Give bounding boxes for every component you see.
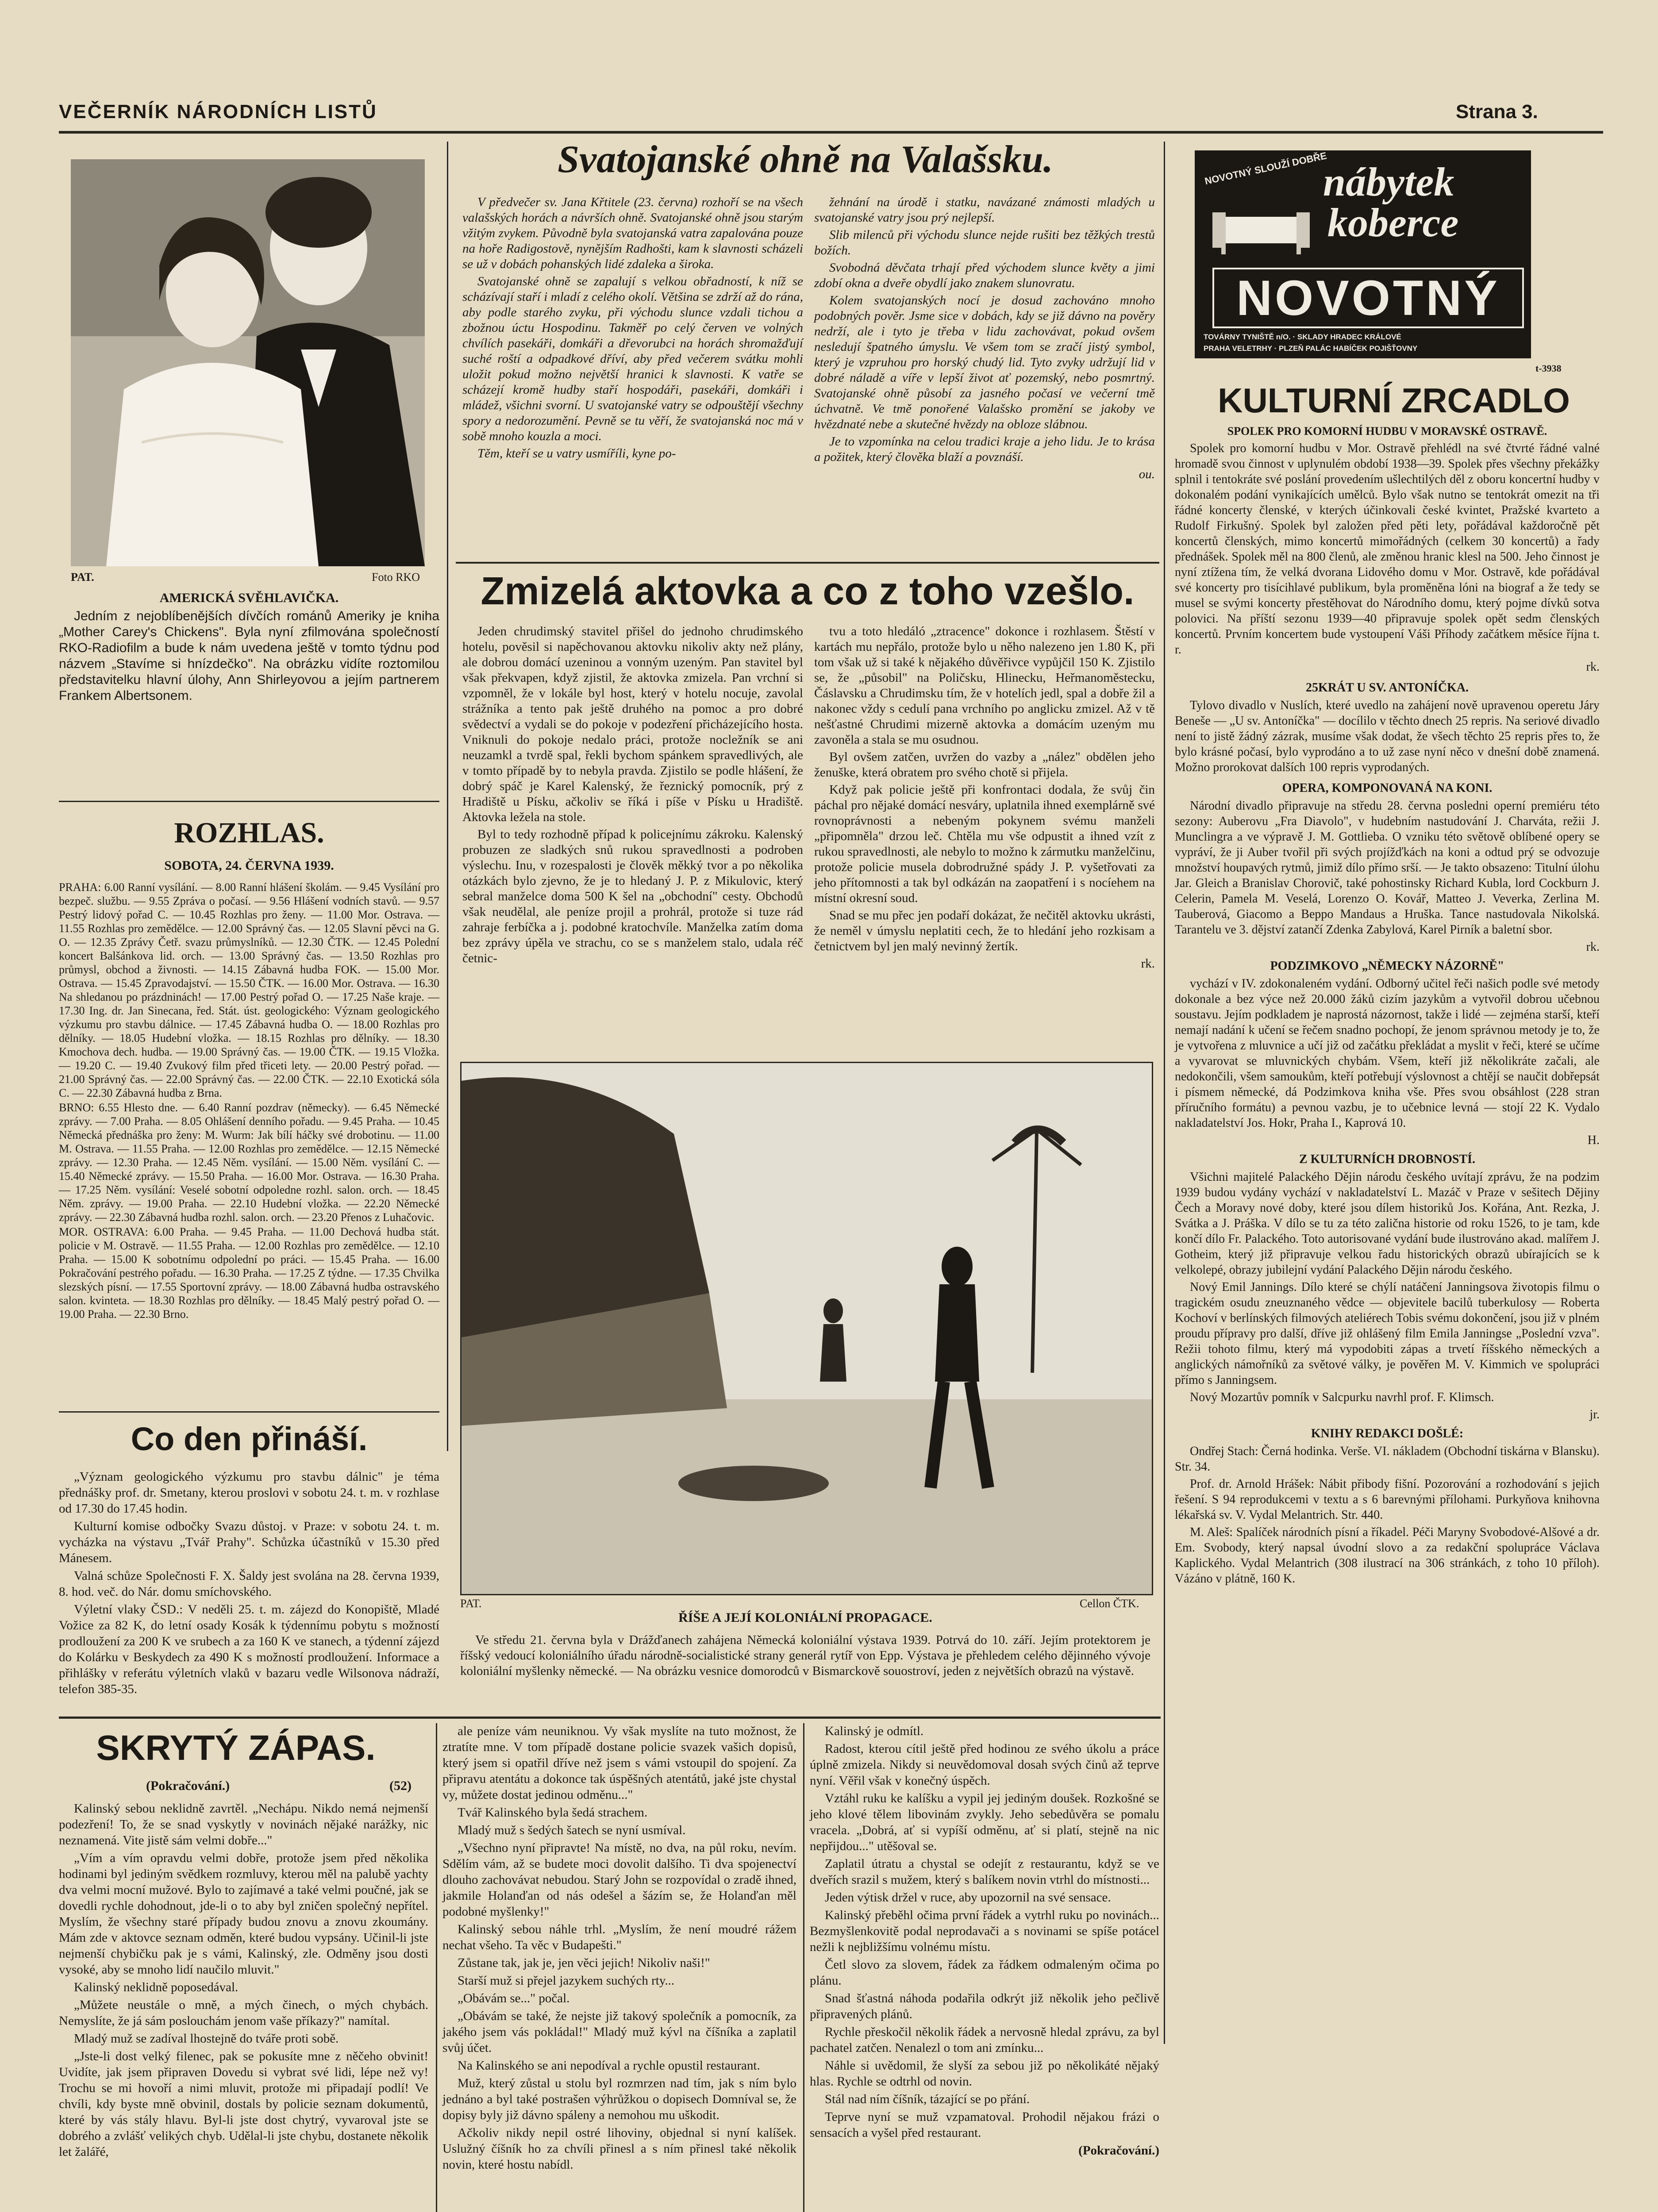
ad-line2: koberce [1327,200,1459,245]
film-photo [71,159,425,566]
rozhlas-praha: PRAHA: 6.00 Ranní vysílání. — 8.00 Ranní hlášení školám. — 9.45 Vysílání pro bezpeč. službu. — 9.55 Zpráva o počasí. — 9.56 Hlášení vodních stavů. — 9.57 Pestrý lidový pořad C. — 10.45 Rozhlas pro ženy. — 11.00 Mor. Ostrava. — 11.55 Rozhlas pro zemědělce. — 12.00 Správný čas. — 12.05 Slavní pěvci na G. O. — 12.35 Zprávy Četř. svazu průmyslníků. — 12.30 ČTK. — 12.45 Polední koncert Balšánkova lid. orch. — 13.00 Správný čas. — 13.50 Rozhlas pro průmysl, obchod a živnosti. — 14.15 Zábavná hudba FOK. — 15.00 Mor. Ostrava. — 15.45 Zpravodajství. — 15.50 ČTK. — 16.00 Mor. Ostrava. — 16.30 Na shledanou po prázdninách! — 17.00 Pestrý pořad O. — 17.25 Naše kraje. — 17.30 Ing. dr. Jan Sinecana, řed. Stát. úst. geologického: Význam geologického výzkumu pro stavbu dálnice. — 17.45 Zábavná hudba O. — 18.00 Rozhlas pro dělníky. — 18.05 Hudební vložka. — 18.15 Rozhlas pro dělníky. — 18.30 Kmochova dech. hudba. — 19.00 Správný čas. — 19.00 ČTK. — 19.15 Vložka. — 19.20 C. — 19.40 Zvukový film před třiceti lety. — 20.00 Pestrý pořad. — 21.00 Správný čas. — 22.00 Správný čas. — 22.00 ČTK. — 22.10 Exotická sóla C. — 22.30 Zábavná hudba z Brna. [59,881,439,1099]
skryty-col3: Kalinský je odmítl. Radost, kterou cítil ještě před hodinou ze svého úkolu a práce úplně zmizela. Nikdy si neuvědomoval dosah svých činů až teprve nyní. Věřil však v konečný úspěch. Vztáhl ruku ke kalíšku a vypil jej jediným doušek. Rozkošné se jeho klové tělem libovinám zvykly. Jeho sebedůvěra se pomalu vracela. „Dobrá, ať si vypíší odměnu, ať si platí, stejně na nic nepřijdou..." utěšoval se. Zaplatil útratu a chystal se odejít z restaurantu, když se ve dveřích srazil s mužem, který s balíkem novin vtrhl do místnosti... Jeden výtisk držel v ruce, aby upozornil na své sensace. Kalinský přeběhl očima první řádek a vytrhl ruku po novinách... Bezmyšlenkovitě podal neprodavači a s novinami se spíše potácel nežli k nejbližšímu volnému místu. Četl slovo za slovem, řádek za řádkem odmaleným očima po plánu. Snad šťastná náhoda podařila odkrýt již několik jeho pečlivě připravených plánů. Rychle přeskočil několik řádek a nervosně hledal zprávu, za byl pachatel zatčen. Nenalezl o tom ani zmínku... Náhle si uvědomil, že slyší za sebou již po několikáté nějaký hlas. Rychle se odtrhl od novin. Stál nad ním číšník, tázající se po přání. Teprve nyní se muž vzpamatoval. Prohodil nějakou frázi o sensacích a vyšel před restaurant. (Pokračování.) [810,1724,1159,2158]
rozhlas-program [59,880,439,1322]
kulturni-section-1: SPOLEK PRO KOMORNÍ HUDBU V MORAVSKÉ OSTRAVĚ. Spolek pro komorní hudbu v Mor. Ostravě přehlédl na své čtvrté řádné valné hromadě svou činnost v uplynulém období 1938—39. Spolek přes všechny překážky splnil i tentokráte své poslání provedením ušlechtilých děl z oboru koncertní hudby v dokonalém podání vynikajících umělců. Bylo však nutno se tentokrát omezit na tři řádné koncerty členské, v kterých účinkovali české kvintet, Pražské kvarteto a Rudolf Firkušný. Spolek byl založen před pěti lety, pořádával každoročně pět koncertů členských, mimo koncertů mimořádných (celkem 30 koncertů) a řady přednášek. Spolek měl na 800 členů, ale změnou hranic klesl na 500. Jeho činnost je nyní ztížena tím, že velká dvorana Lidového domu v Mor. Ostravě, kde pořádával své koncerty pro tisícihlavé publikum, byla proměněna lóni na biograf a že tedy se musel se svými koncerty přestěhovat do Národního domu, který pojme dívků sotva polovici. Na příští sezonu 1939—40 připravuje spolek opět sedm členských koncertů. Prvním koncertem bude vystoupení Váši Příhody začátkem měsíce října t. r. rk. 25KRÁT U SV. ANTONÍČKA. Tylovo divadlo v Nuslích, které uvedlo na zahájení nově upravenou operetu Járy Beneše — „U sv. Antoníčka" — docílilo v těchto dnech 25 repris. Na seriové divadlo není to jistě žádný zázrak, musíme však dodat, že všech těchto 25 repris přes to, že bylo krásné počasí, bylo vyprodáno a to už zase nyní něco v dnešní době znamená. Možno prorokovat dalších 100 repris vyprodaných. OPERA, KOMPONOVANÁ NA KONI. Národní divadlo připravuje na středu 28. června posledni operní premiéru této sezony: Auberovu „Fra Diavolo", v hudebním nastudování J. Charváta, režii J. Munclingra a ve výpravě J. M. Gottlieba. O vzniku této světově oblíbené opery se vypráví, že ji Auber tvořil při svých projížďkách na koni a odtud prý se odvozuje množství houpavých rytmů, jimiž dílo přímo srší. — Je takto obsazeno: Titulní úlohu Jar. Gleich a Branislav Chorovič, také pohostinsky Richard Kubla, lord Cockburn J. Celerin, Pamela M. Veselá, Lorenzo O. Kovář, Matteo J. Veverka, Zerlina M. Tauberová, Giacomo a Beppo Mandaus a Hruška. Tance nastudovala Nikolská. Tarantelu ve 3. dějství zatančí Zdenka Zabylová, Karel Pirník a baletní sbor. rk. PODZIMKOVO „NĚMECKY NÁZORNĚ" vychází v IV. zdokonaleném vydání. Odborný učitel řeči našich podle své metody dokonale a bez výce než 20.000 žáků cizím jazykům a vytvořil dobrou učebnou soustavu. Jejím podkladem je naprostá názornost, takže i lidé — zejména starší, kteří nemají nadání k učení se řečem snadno pochopí, že jenom správnou metody je to, že je vytvořena z mluvnice a učí již od začátku překládat a myslit v řeči, které se učíme a vyvarovat se mluvnických chybám. Všem, kteří již několikráte začali, ale nedokončili, všem samoukům, kteří potřebují výslovnost a chtějí se naučit dobřepsát i písmem německé, dá Podzimkova kniha vše. Přes svou obsáhlost (228 stran příručního formátu) a pevnou vazbu, je to učebnice levná — stojí 22 K. Vydalo nakladatelství Jos. Hokr, Praha I., Kaprová 10. H. Z KULTURNÍCH DROBNOSTÍ. Všichni majitelé Palackého Dějin národu českého uvítají zprávu, že na podzim 1939 budou vydány vychází v nakladatelství L. Mazáč v Praze v sešitech Dějiny Čech a Moravy nové doby, které jsou dílem historiků Jos. Kořána, Ant. Rezka, J. Svátka a J. Práška. V dílo se tu za této zalična historie od roku 1526, to je tam, kde končí dílo Fr. Palackého. Toto autorisované vydání bude ilustrováno akad. malířem J. Gotheim, který již připravuje velkou řadu historických obrazů ubírajících se k velkolepé, obrazy jubilejní vydání Palackého Dějin národu českého. Nový Emil Jannings. Dílo které se chýlí natáčení Janningsova životopis filmu o tragickém osudu zneuznaného vědce — objevitele bacilů tuberkulosy — Roberta Kochoví v berlínských filmových ateliérech Tobis svému dokončení, jsou již v plném proudu přípravy pro další, dříve již ohlášený film Emila Janningse „Poslední vzva". Režii tohoto filmu, který má vypodobiti zápas a trvetí říšského německých a anglických námořníků za světové války, je pověřen M. V. Kimmich ve spolupráci přímo s Janningsem. Nový Mozartův pomník v Salcpurku navrhl prof. F. Klimsch. jr. KNIHY REDAKCI DOŠLÉ: Ondřej Stach: Černá hodinka. Verše. VI. nákladem (Obchodní tiskárna v Blansku). Str. 34. Prof. dr. Arnold Hrášek: Nábit přibody fišní. Pozorování a rozhodování s jejich řešení. S 94 reprodukcemi v textu a s 6 barevnými přílohami. Purkyňova knihovna lékařská sv. V. Vydal Melantrich. Str. 440. M. Aleš: Spalíček národních písní a říkadel. Péči Maryny Svobodové-Alšové a dr. Em. Svobody, který napsal úvodní slovo a za redakční spolupráce Václava Kaplického. Vydal Melantrich (308 ilustrací na 306 stránkách, z toho 10 příloh). Vázáno v plátně, 160 K. [1175,425,1600,1586]
valassko-signature: ou. [1139,467,1155,481]
ad-address-1: TOVÁRNY TYNIŠTĚ n/O. · SKLADY HRADEC KRÁLOVÉ [1204,333,1401,341]
novotny-ad [1195,150,1531,358]
page-number: Strana 3. [1456,101,1538,123]
colonial-photo [460,1062,1153,1595]
rozhlas-title: ROZHLAS. [174,817,324,849]
paper-name: VEČERNÍK NÁRODNÍCH LISTŮ [59,101,377,123]
skryty-subtitle: (Pokračování.) [146,1778,230,1793]
kulturni-title: KULTURNÍ ZRCADLO [1218,381,1570,420]
co-den-text: „Význam geologického výzkumu pro stavbu dálnic" je téma přednášky prof. dr. Smetany, kterou proslovi v sobotu 24. t. m. v rozhlase od 17.30 do 17.45 hodin. Kulturní komise odbočky Svazu důstoj. v Praze: v sobotu 24. t. m. vycházka na výstavu „Tvář Prahy". Schůzka účastníků v 15.30 před Mánesem. Valná schůze Společnosti F. X. Šaldy jest svolána na 28. června 1939, 8. hod. več. do Nár. domu smíchovského. Výletní vlaky ČSD.: V neděli 25. t. m. zájezd do Konopiště, Mladé Vožice za 82 K, do letní osady Kosák k týdennímu pobytu s možností prodloužení za 200 K ve srubech a za 160 K ve stanech, a týdenní zájezd do Kolárku v Beskydech za 490 K s možností prodloužení. Informace a přihlášky v referátu výletních vlaků v bazaru vedle Wilsonova nádraží, telefon 385-35. [59,1470,439,1696]
aktovka-top-rule [456,562,1159,564]
sofa-icon [1208,204,1314,261]
ad-code: t-3938 [1535,363,1562,374]
photo2-credit-left: PAT. [460,1597,482,1610]
skryty-rule-2 [803,1723,804,2212]
rozhlas-brno: BRNO: 6.55 Hlesto dne. — 6.40 Ranní pozdrav (německy). — 6.45 Německé zprávy. — 7.00 Praha. — 8.05 Ohlášení denního pořadu. — 9.45 Praha. — 10.45 Německá přednáška pro ženy: M. Wurm: Jak bílí háčky své drobotinu. — 11.00 M. Ostrava. — 11.55 Praha. — 12.00 Rozhlas pro zemědělce. — 12.15 Německé zprávy. — 12.30 Praha. — 12.45 Něm. vysílání. — 15.00 Něm. vysílání C. — 15.40 Německé zprávy. — 15.50 Praha. — 16.00 Mor. Ostrava. — 16.30 Praha. — 17.25 Něm. vysílání: Veselé sobotní odpoledne rozhl. salon. orch. — 18.45 Něm. zprávy. — 19.00 Praha. — 22.10 Hudební vložka. — 22.20 Německé zprávy. — 22.30 Zábavná hudba rozhl. salon. orch. — 23.20 Přenos z Luhačovic. [59,1101,439,1224]
skryty-number: (52) [389,1778,412,1793]
col-rule-1 [447,142,448,1451]
rozhlas-date: SOBOTA, 24. ČERVNA 1939. [164,858,334,873]
couple-illustration [71,159,425,566]
village-illustration [462,1063,1152,1594]
aktovka-col1: Jeden chrudimský stavitel přišel do jednoho chrudimského hotelu, pověsil si napěchovanou aktovku nikoliv akty než plány, ale dobrou domácí uzeninou a vonným uzeným. Pan stavitel byl však překvapen, když zjistil, že aktovka zmizela. Pan vrchní si vzpomněl, že v lokále byl host, který v hotelu nocuje, zavolal strážníka a tento pak ještě druhého na pomoc a pro dobré svědectví a vydali se do pokoje v podezření přicházejícího hosta. Vniknuli do pokoje nedalo práci, protože nocležník se ani neuzamkl a tvrdě spal, řekli bychom spánkem spravedlivých, ale v tomto případě by to nebyla pravda. Zjistilo se podle hlášení, že dobrý spáč je Karel Kalenský, že řeznický pomocník, prý z Hradiště u Písku, ačkoliv se říká i píše v Písku u Hradiště. Aktovka ležela na stole. Byl to tedy rozhodně případ k policejnímu zákroku. Kalenský probuzen ze sladkých snů rukou spravedlnosti a podroben výslechu. Inu, v rozespalosti je člověk měkký tvor a po několika otázkách bylo zjevno, že je to hledaný J. P. z Mikulovic, který sebral manželce doma 500 K šel na „obchodní" cesty. Obchodů však neudělal, ale peníze projil a prohrál, protože si tuze rád zahraje ferbíčka a j. podobné kratochvíle. Manželka zatím doma bez zprávy úpěla ve strachu, co se s manželem stalo, udala réč četnic- [462,624,803,965]
aktovka-col2: tvu a toto hledáló „ztracence" dokonce i rozhlasem. Štěstí v kartách mu nepřálo, protože bylo u něho nalezeno jen 1.80 K, při tom však už si také k nějakého důvěřivce vypůjčil 150 K. Zjistilo se, že „působil" na Poličsku, Hlinecku, Heřmanoměstecku, Čáslavsku a Chrudimsku tím, že v hotelích jedl, spal a dobře žil a nakonec vždy s cedulí pana vrchního po anglicku zmizel. Až v tě nešťastné Chrudimi mizerně aktovka a domácím uzeným mu zavoněla a stala se mu osudnou. Byl ovšem zatčen, uvržen do vazby a „nález" obdělen jeho ženuške, která obratem pro svého chotě si přijela. Když pak policie ještě při konfrontaci dodala, že svůj čin páchal pro nějaké domácí nesváry, uplatnila ihned exemplárně své rovnoprávnosti a nebeným pokynem svému manželi „připomněla" drzou leč. Chtěla mu vše odpustit a ihned vzít z rukou spravedlnosti, ale nebylo to možno k zármutku manželčinu, protože policie musela dobrodružné spády J. P. vyšetřovati za jeho přítomnosti a tak byl odkázán na zaopatření i s nocíehem na místní okresní soud. Snad se mu přec jen podaří dokázat, že nečitěl aktovku ukrásti, že neměl v úmyslu neplatiti cech, že to hledání jeho rozkisam a četnictvem byl jen malý nevinný žertík. rk. [814,624,1155,971]
aktovka-title: Zmizelá aktovka a co z toho vzešlo. [481,569,1135,613]
valassko-title: Svatojanské ohně na Valašsku. [558,138,1053,181]
col-rule-2 [1164,142,1165,2044]
masthead-rule [59,131,1603,134]
photo2-credit-right: Cellon ČTK. [1080,1597,1139,1610]
ad-line1: nábytek [1323,159,1454,204]
american-story-title: AMERICKÁ SVĚHLAVIČKA. [159,591,339,605]
photo1-credit-right: Foto RKO [372,571,420,584]
photo1-credit-left: PAT. [71,571,94,584]
skryty-top-rule [59,1717,1161,1719]
skryty-rule-1 [436,1723,437,2212]
photo2-caption: Ve středu 21. června byla v Drážďanech zahájena Německá koloniální výstava 1939. Potrvá do 10. září. Jejím protektorem je říšský vedoucí koloniálního úřadu národně-socialistické strany generál rytíř von Epp. Výstava je přehledem celého dějinného vývoje koloniální myšlenky německé. — Na obrázku vesnice domorodců v Bismarckově souostroví, jeden z největších obrazů na výstavě. [460,1633,1150,1678]
ad-brand: NOVOTNÝ [1212,268,1524,328]
skryty-col2: ale peníze vám neuniknou. Vy však myslíte na tuto možnost, že ztratíte mne. V tom případě dostane policie svazek vašich dopisů, který jsem si opatřil dříve než jsem s vámi vstoupil do spojení. Za připravu atentátu a dokonce tak úspěšných atentátů, jaké jste chystal vy, můžete dostat jedinou odměnu..." Tvář Kalinského byla šedá strachem. Mladý muž s šedých šatech se nyní usmíval. „Všechno nyní připravte! Na místě, no dva, na půl roku, nevím. Sdělím vám, až se budete moci dovolit dalšího. Ti dva spojenectví dlouho zachovávat nebudou. Starý John se rozpovídal o zradě ihned, jakmile Holanďan od nás odešel a šázím se, že Holanďan měl podobné myšlenky!" Kalinský sebou náhle trhl. „Myslím, že není moudré rážem nechat všeho. Ta věc v Budapešti." Zůstane tak, jak je, jen věci jejich! Nikoliv naši!" Starší muž si přejel jazykem suchých rty... „Obávám se..." počal. „Obávám se také, že nejste již takový společník a pomocník, za jakého jsem vás pokládal!" Mladý muž kývl na číšníka a zaplatil svůj účet. Na Kalinského se ani nepodíval a rychle opustil restaurant. Muž, který zůstal u stolu byl rozmrzen nad tím, jak s ním bylo jednáno a byl také postrašen výhrůžkou o dopisech Domníval se, že dopisy byly již dávno spáleny a nemohou mu uškodit. Ačkoliv nikdy nepil ostré lihoviny, objednal si nyní kalíšek. Uslužný číšník ho za chvíli přinesl a s ním přinesl také několik novin, které hostu nabídl. [442,1724,796,2172]
left-rule-1 [59,801,439,802]
co-den-title: Co den přináší. [131,1421,368,1457]
ad-slogan: NOVOTNÝ SLOUŽÍ DOBŘE [1204,150,1328,187]
photo2-title: ŘÍŠE A JEJÍ KOLONIÁLNÍ PROPAGACE. [678,1610,932,1625]
ad-address-2: PRAHA VELETRHY · PLZEŇ PALÁC HABÍČEK POJIŠŤOVNY [1204,344,1418,353]
valassko-col1: V předvečer sv. Jana Křtitele (23. června) rozhoří se na všech valašských horách a návrších ohně. Svatojanské ohně jsou starým vžitým zvykem. Původně byla svatojanská vatra zapalována pouze na hoře Radigostově, nynějším Radhošti, kam k slavnosti scházeli se už v dobách pohanských lidé zdaleka a široka. Svatojanské ohně se zapalují s velkou obřadností, k níž se scházívají staří i mladí z celého okolí. Většina se zdrží až do rána, aby podle starého zvyku, při východu slunce vzdali tichou a zbožnou úctu Hospodinu. Takměř po celý červen ve volných chvílích pasekáři, domkáři a dřevorubci na horách shromažďují suché roští a odpadkové dříví, aby před večerem svátku mohli uložit pokud možno největší hranici k slavnosti. K vatře se scházejí kromě hudby staří hospodáři, pasekáři, domkáři i mládež, všichni svorní. U svatojanské vatry se odpouštějí všechny spory a nedorozumění. Pevně se tu věří, že svatojanská noc má v sobě mnoho kouzla a moci. Těm, kteří se u vatry usmíříli, kyne po- [462,195,803,461]
american-story-text: Jedním z nejoblíbenějších dívčích románů Ameriky je kniha „Mother Carey's Chickens". Byla nyní zfilmována společností RKO-Radiofilm a bude k nám uvedena ještě v tomto týdnu pod názvem „Stavíme si hnízdečko". Na obrázku vidíte roztomilou představitelku hlavní úlohy, Ann Shirleyovou a jejím partnerem Frankem Albertsonem. [59,609,439,703]
skryty-col1: Kalinský sebou neklidně zavrtěl. „Nechápu. Nikdo nemá nejmenší podezření! To, že se snad vyskytly v novinách nějaké narážky, nic neznamená. Vite jistě sám velmi dobře..." „Vím a vím opravdu velmi dobře, protože jsem před několika hodinami byl jediným svědkem rozmluvy, kterou měl na palubě yachty dva velmi mocní mužové. Bylo to zajímavé a také velmi poučné, jak se dovedli rychle dohodnout, jde-li o to aby byl zničen společný nepřítel. Myslím, že všechny staré případy budou znovu a znovu zkoumány. Mám zde v aktovce seznam odměn, které budou vypsány. Učinil-li jste nejmenší chybičku pak je s vámi, Kalinský, zle. Odměny jsou dosti vysoké, aby se mnoho lidí naučilo mluvit." Kalinský neklidně poposedával. „Můžete neustále o mně, a mých činech, o mých chybách. Nemyslíte, že já sám poslouchám jenom vaše příkazy?" namítal. Mladý muž se zadíval lhostejně do tváře proti sobě. „Jste-li dost velký filenec, pak se pokusíte mne z něčeho obvinit! Uvidíte, jak jsem připraven Dovedu si vybrat své lidi, lépe než vy! Trochu se mi hovoří a nimi mluvit, protože mi připadají podlí! Ve chvíli, kdy byste mně obvinil, dostals by policie seznam dokumentů, které by vás stály hlavu. Byl-li jste dost chytrý, vyvaroval jste se dobrého a zvlášť velikých chyb. Udělal-li jste chybu, dostanete několik let žalářé, [59,1801,428,2159]
valassko-col2: žehnání na úrodě i statku, navázané známosti mladých u svatojanské vatry jsou prý nejlepší. Slib milenců při východu slunce nejde rušiti bez těžkých trestů božích. Svobodná děvčata trhají před východem slunce květy a jimi zdobí okna a dveře obydlí jako znakem slunovratu. Kolem svatojanských nocí je dosud zachováno mnoho podobných pověr. Jsme sice v dobách, kdy se již dávno na pověry nedrží, ale i tyto je třeba v lidu zachovávat, pokud ovšem nesledují špatného úmyslu. Ve všem tom se zračí jistý symbol, který je vzpruhou pro horský chudý lid. Tyto zvyky udržují lid v dobré náladě a víře v lepší život ať pozemský, nebo posmrtný. Svatojanské ohně působí za jasného počasí ve večerní tmě úchvatně. Ve tmě ponořené Valašsko promění se jakoby ve hvězdnaté nebe a skutečné hvězdy na obloze slábnou. Je to vzpomínka na celou tradici kraje a jeho lidu. Je to krása a požitek, který člověka blaží a povznáší. ou. [814,195,1155,481]
skryty-title: SKRYTÝ ZÁPAS. [96,1728,376,1767]
rozhlas-ostrava: MOR. OSTRAVA: 6.00 Praha. — 9.45 Praha. — 11.00 Dechová hudba stát. policie v M. Ostravě. — 11.55 Praha. — 12.00 Rozhlas pro zemědělce. — 12.10 Praha. — 15.00 K sobotnímu odpolední po práci. — 15.45 Praha. — 16.00 Pokračování pestrého pořadu. — 16.30 Praha. — 17.25 Z týdne. — 17.35 Chvilka slezských písní. — 17.55 Sportovní zprávy. — 18.00 Zábavná hudba ostravského salon. kvinteta. — 18.30 Rozhlas pro dělníky. — 18.45 Malý pestrý pořad O. — 19.00 Praha. — 22.30 Brno. [59,1225,439,1321]
left-rule-2 [59,1411,439,1413]
